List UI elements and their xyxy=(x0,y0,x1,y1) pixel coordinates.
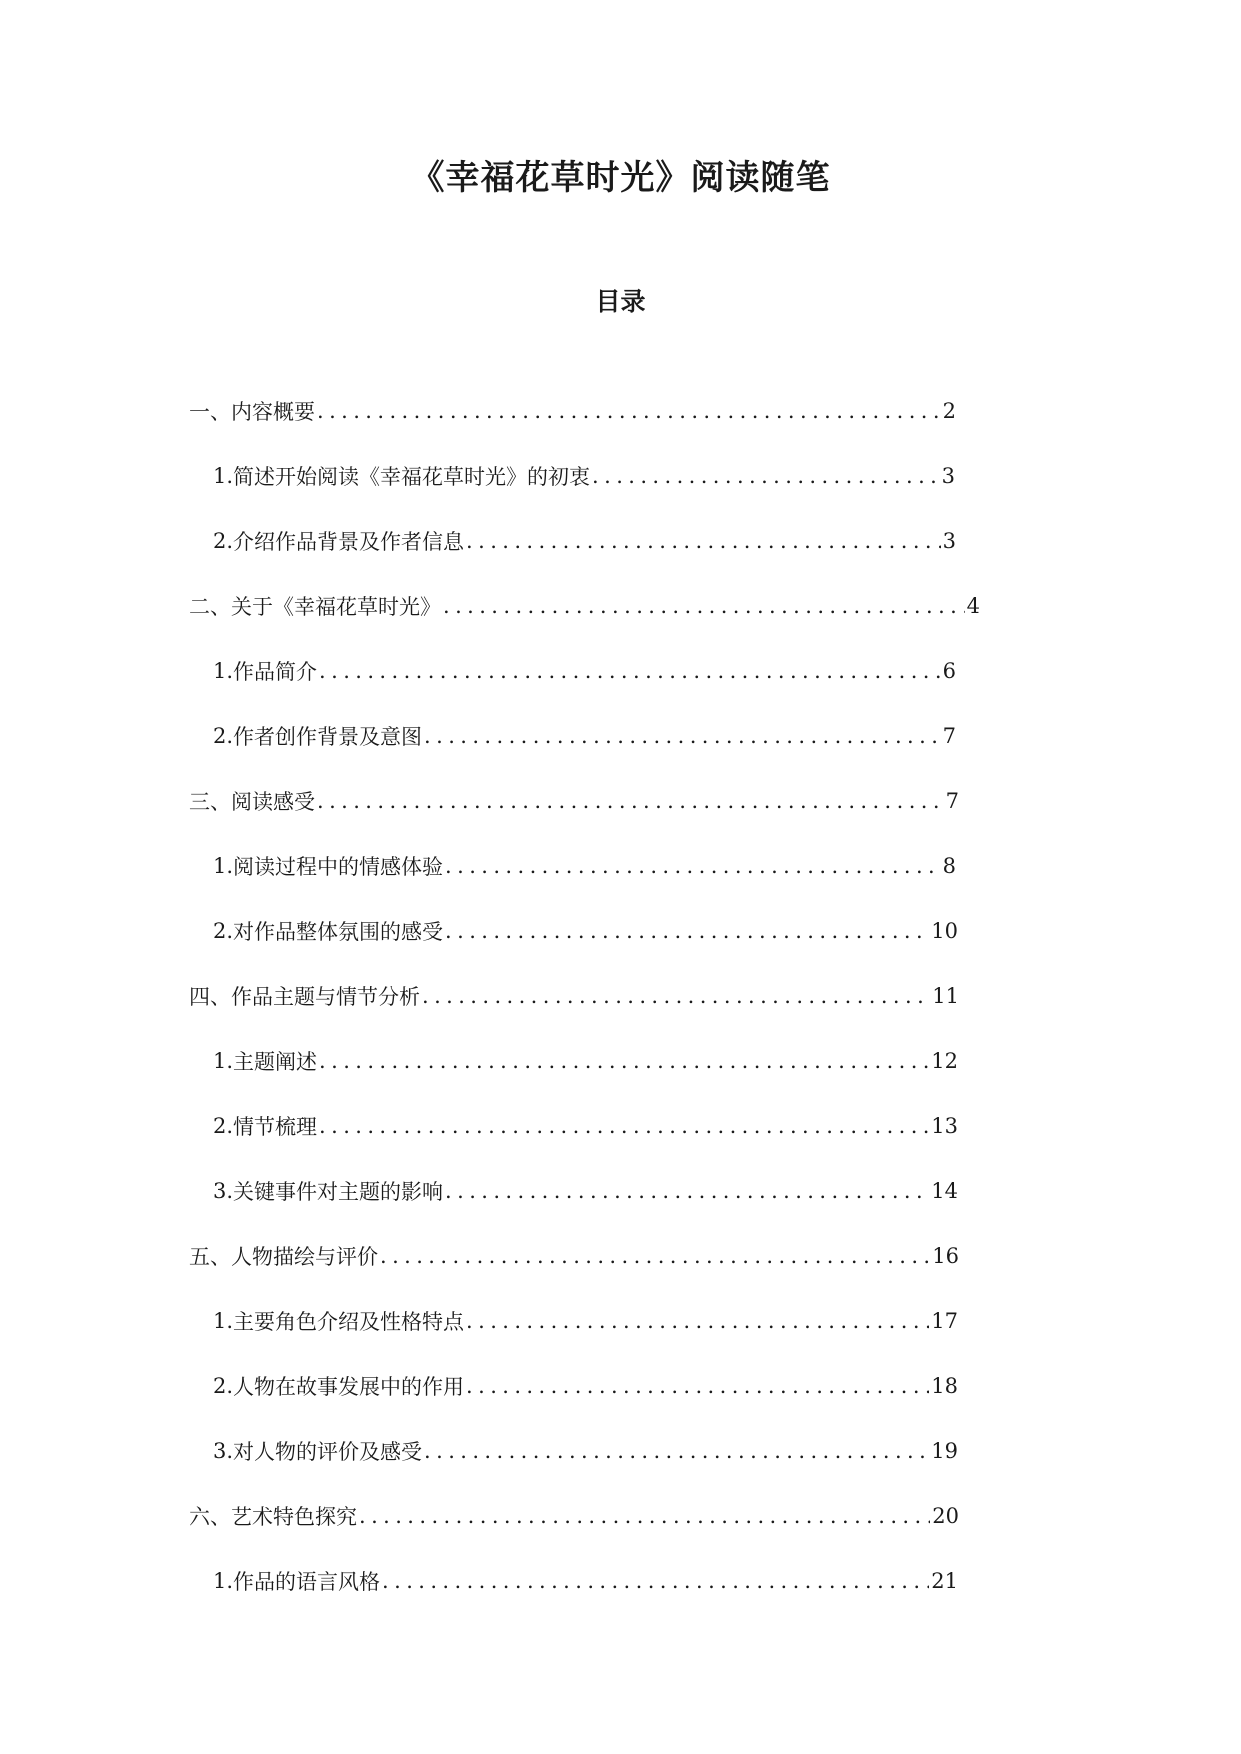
toc-entry-text: 二、关于《幸福花草时光》 xyxy=(189,594,441,619)
toc-page-number: 7 xyxy=(945,788,959,813)
toc-leader xyxy=(466,1374,929,1398)
toc-entry[interactable] xyxy=(0,1288,1241,1353)
toc-leader xyxy=(317,399,941,423)
toc-entry[interactable] xyxy=(0,703,1241,768)
toc-entry[interactable] xyxy=(0,898,1241,963)
toc-entry[interactable] xyxy=(0,1093,1241,1158)
toc-entry-text: 介绍作品背景及作者信息 xyxy=(233,529,465,554)
toc-page-number: 3 xyxy=(942,528,956,553)
toc-entry[interactable] xyxy=(0,1353,1241,1418)
toc-page-number: 17 xyxy=(931,1308,958,1333)
toc-leader xyxy=(445,1179,929,1203)
toc-leader xyxy=(319,1049,929,1073)
document-title: 《幸福花草时光》阅读随笔 xyxy=(410,158,831,198)
toc-page-number: 6 xyxy=(942,658,956,683)
toc-page-number: 3 xyxy=(941,463,955,488)
toc-page-number: 7 xyxy=(942,723,956,748)
toc-leader xyxy=(466,1309,929,1333)
toc-entry[interactable] xyxy=(0,378,1241,443)
toc-entry[interactable] xyxy=(0,1548,1241,1613)
toc-page-number: 16 xyxy=(932,1243,959,1268)
toc-entry[interactable] xyxy=(0,1028,1241,1093)
toc-entry-text: 情节梳理 xyxy=(233,1114,318,1139)
toc-entry-number: 2. xyxy=(213,528,234,553)
toc-entry[interactable] xyxy=(0,833,1241,898)
toc-entry-text: 六、艺术特色探究 xyxy=(189,1504,357,1529)
toc-entry[interactable] xyxy=(0,963,1241,1028)
toc-leader xyxy=(319,1114,929,1138)
toc-entry[interactable] xyxy=(0,1223,1241,1288)
toc-page-number: 12 xyxy=(931,1048,958,1073)
toc-entry-number: 2. xyxy=(213,918,234,943)
toc-page-number: 14 xyxy=(931,1178,958,1203)
toc-leader xyxy=(466,529,941,553)
toc-entry-number: 3. xyxy=(213,1178,234,1203)
toc-leader xyxy=(424,1439,929,1463)
toc-page-number: 10 xyxy=(931,918,958,943)
toc-entry-number: 1. xyxy=(213,1048,234,1073)
toc-page-number: 2 xyxy=(942,398,956,423)
toc-entry-text: 四、作品主题与情节分析 xyxy=(189,984,420,1009)
toc-entry[interactable] xyxy=(0,573,1241,638)
toc-entry-text: 作者创作背景及意图 xyxy=(233,724,423,749)
toc-entry-text: 一、内容概要 xyxy=(189,399,315,424)
toc-page-number: 11 xyxy=(932,983,959,1008)
toc-entry-number: 1. xyxy=(213,658,234,683)
toc-leader xyxy=(443,594,965,618)
toc-entry-number: 2. xyxy=(213,723,234,748)
toc-leader xyxy=(422,984,930,1008)
toc-entry-text: 对作品整体氛围的感受 xyxy=(233,919,444,944)
toc-entry[interactable] xyxy=(0,1158,1241,1223)
toc-page-number: 13 xyxy=(931,1113,958,1138)
toc-leader xyxy=(380,1244,930,1268)
toc-page-number: 21 xyxy=(931,1568,958,1593)
toc-page-number: 18 xyxy=(931,1373,958,1398)
toc-entry-number: 3. xyxy=(213,1438,234,1463)
toc-entry-text: 三、阅读感受 xyxy=(189,789,315,814)
toc-entry[interactable] xyxy=(0,1483,1241,1548)
toc-leader xyxy=(319,659,941,683)
toc-entry-text: 作品简介 xyxy=(233,659,318,684)
toc-heading: 目录 xyxy=(595,287,646,316)
toc-entry[interactable] xyxy=(0,768,1241,833)
toc-page-number: 20 xyxy=(932,1503,959,1528)
toc-entry-number: 2. xyxy=(213,1113,234,1138)
toc-page-number: 19 xyxy=(931,1438,958,1463)
toc-leader xyxy=(445,919,929,943)
toc-leader xyxy=(359,1504,930,1528)
toc-leader xyxy=(382,1569,929,1593)
toc-leader xyxy=(317,789,944,813)
table-of-contents xyxy=(0,378,1241,1613)
toc-entry-number: 1. xyxy=(213,1568,234,1593)
toc-entry-text: 简述开始阅读《幸福花草时光》的初衷 xyxy=(233,464,591,489)
toc-entry-number: 1. xyxy=(213,463,234,488)
toc-entry[interactable] xyxy=(0,443,1241,508)
toc-entry-number: 1. xyxy=(213,1308,234,1333)
toc-entry[interactable] xyxy=(0,638,1241,703)
toc-entry-text: 阅读过程中的情感体验 xyxy=(233,854,444,879)
toc-entry-text: 五、人物描绘与评价 xyxy=(189,1244,378,1269)
toc-entry-text: 作品的语言风格 xyxy=(233,1569,381,1594)
toc-entry-text: 对人物的评价及感受 xyxy=(233,1439,423,1464)
toc-leader xyxy=(592,464,940,488)
toc-entry-text: 主要角色介绍及性格特点 xyxy=(233,1309,465,1334)
toc-entry[interactable] xyxy=(0,508,1241,573)
toc-page-number: 8 xyxy=(942,853,956,878)
toc-entry[interactable] xyxy=(0,1418,1241,1483)
toc-entry-text: 主题阐述 xyxy=(233,1049,318,1074)
toc-entry-text: 人物在故事发展中的作用 xyxy=(233,1374,465,1399)
toc-entry-number: 2. xyxy=(213,1373,234,1398)
toc-entry-text: 关键事件对主题的影响 xyxy=(233,1179,444,1204)
toc-entry-number: 1. xyxy=(213,853,234,878)
toc-leader xyxy=(445,854,941,878)
toc-leader xyxy=(424,724,941,748)
toc-page-number: 4 xyxy=(966,593,980,618)
